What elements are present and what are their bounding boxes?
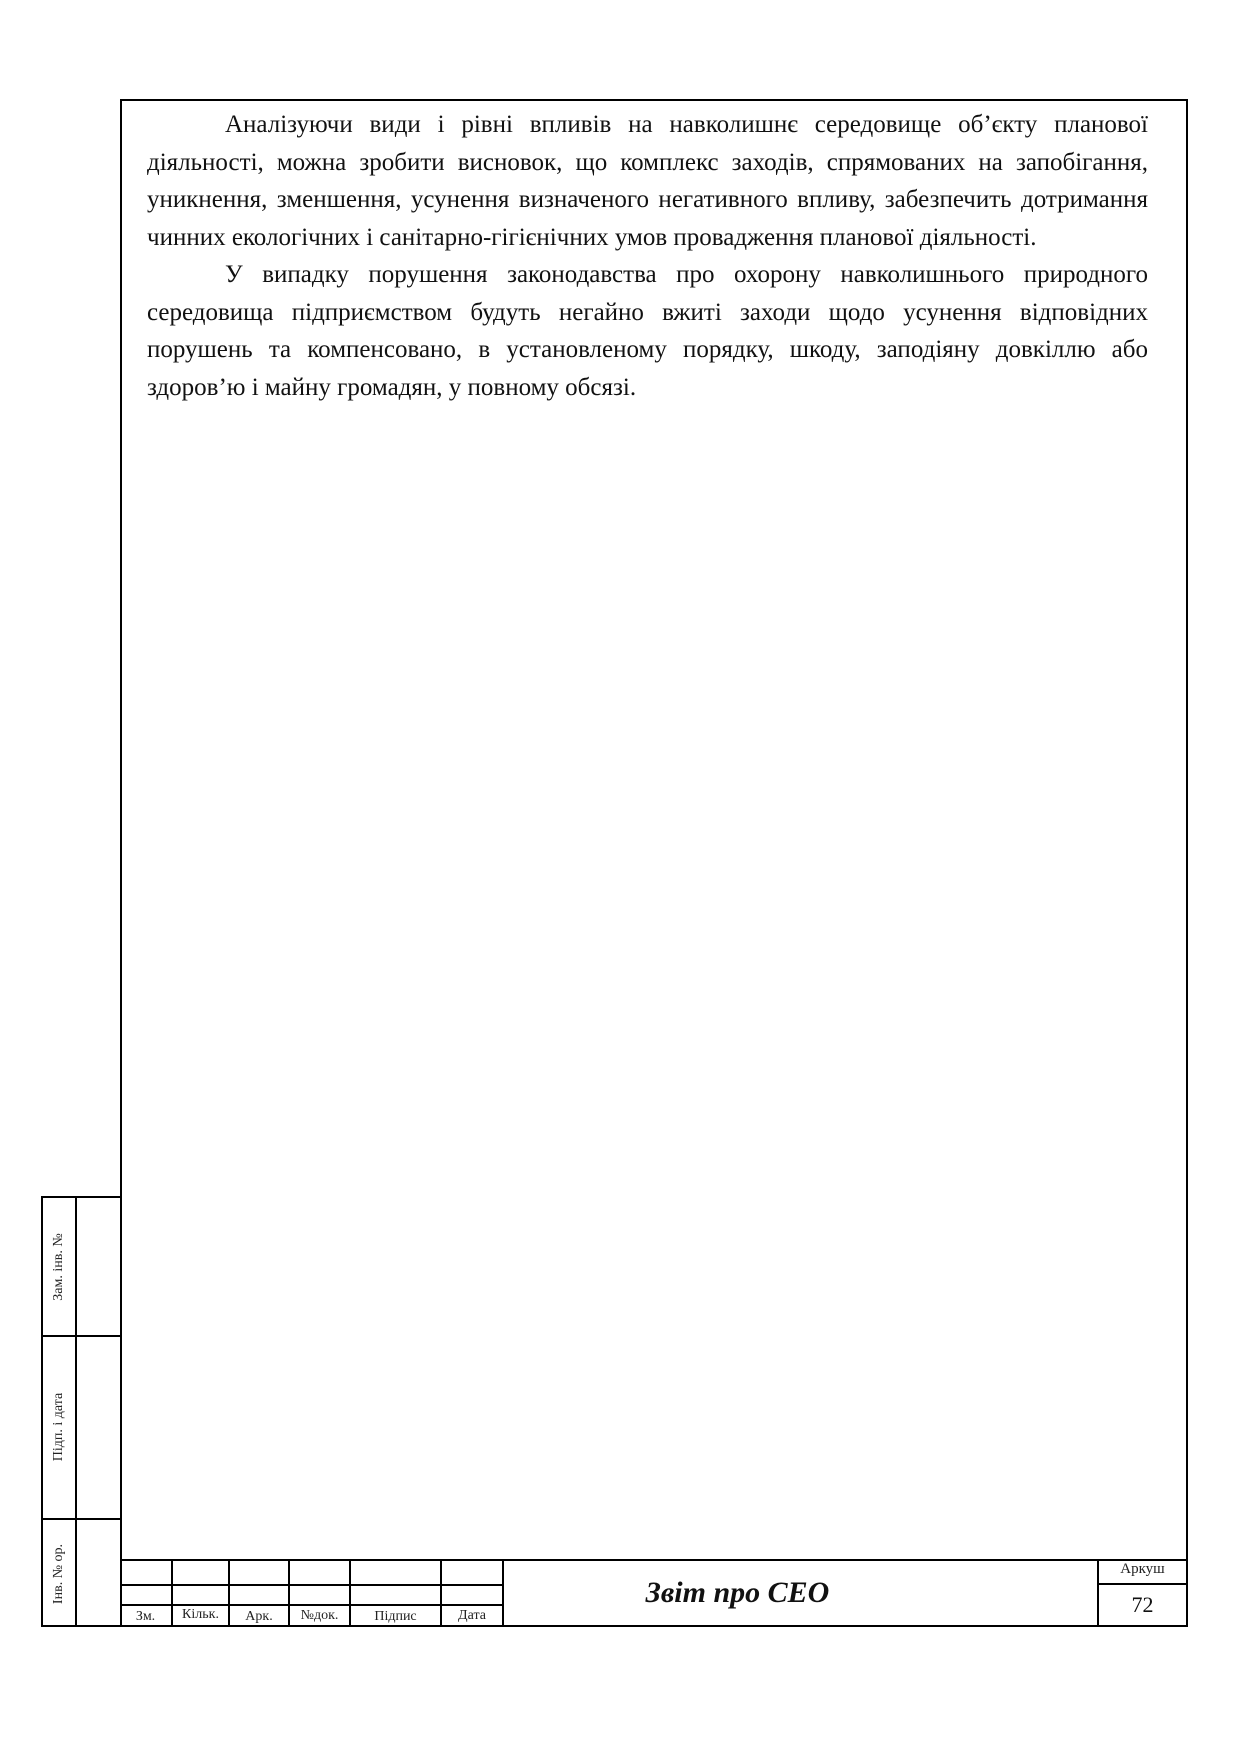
side-label-inv-orig: Інв. № ор. [51, 1543, 66, 1604]
title-block [120, 1559, 1188, 1627]
stamp-col-data: Дата [458, 1608, 486, 1623]
stamp-col-ndok: №док. [300, 1608, 339, 1623]
body-text [147, 106, 1148, 406]
stamp-col-kilk: Кільк. [182, 1607, 219, 1622]
sheet-number: 72 [1131, 1592, 1154, 1617]
side-label-pidp-data: Підп. і дата [51, 1392, 66, 1461]
document-title: Звіт про СЕО [645, 1576, 830, 1609]
stamp-col-ark: Арк. [245, 1609, 273, 1624]
side-cell-inv-orig [43, 1518, 75, 1629]
side-cell-pidp-data [43, 1335, 75, 1518]
side-strip [41, 1196, 122, 1627]
sheet-label: Аркуш [1120, 1561, 1165, 1577]
paragraph-2: У випадку порушення законодавства про охорону навколишнього природного середовища підприємством будуть негайно вжиті заходи щодо усунення відповідних порушень та компенсовано, в установленому порядку, шкоду, заподіяну довкіллю або здоров’ю і майну громадян, у повному обсязі. [147, 261, 1148, 401]
stamp-col-pidpys: Підпис [374, 1609, 417, 1624]
side-label-zam-inv: Зам. інв. № [51, 1232, 66, 1301]
stamp-col-zm: Зм. [135, 1609, 156, 1624]
paragraph-1: Аналізуючи види і рівні впливів на навколишнє середовище об’єкту планової діяльності, можна зробити висновок, що комплекс заходів, спрямованих на запобігання, уникнення, зменшення, усунення визначеного негативного впливу, забезпечить дотримання чинних екологічних і санітарно-гігієнічних умов провадження планової діяльності. [147, 111, 1148, 251]
side-cell-zam-inv [43, 1198, 75, 1335]
